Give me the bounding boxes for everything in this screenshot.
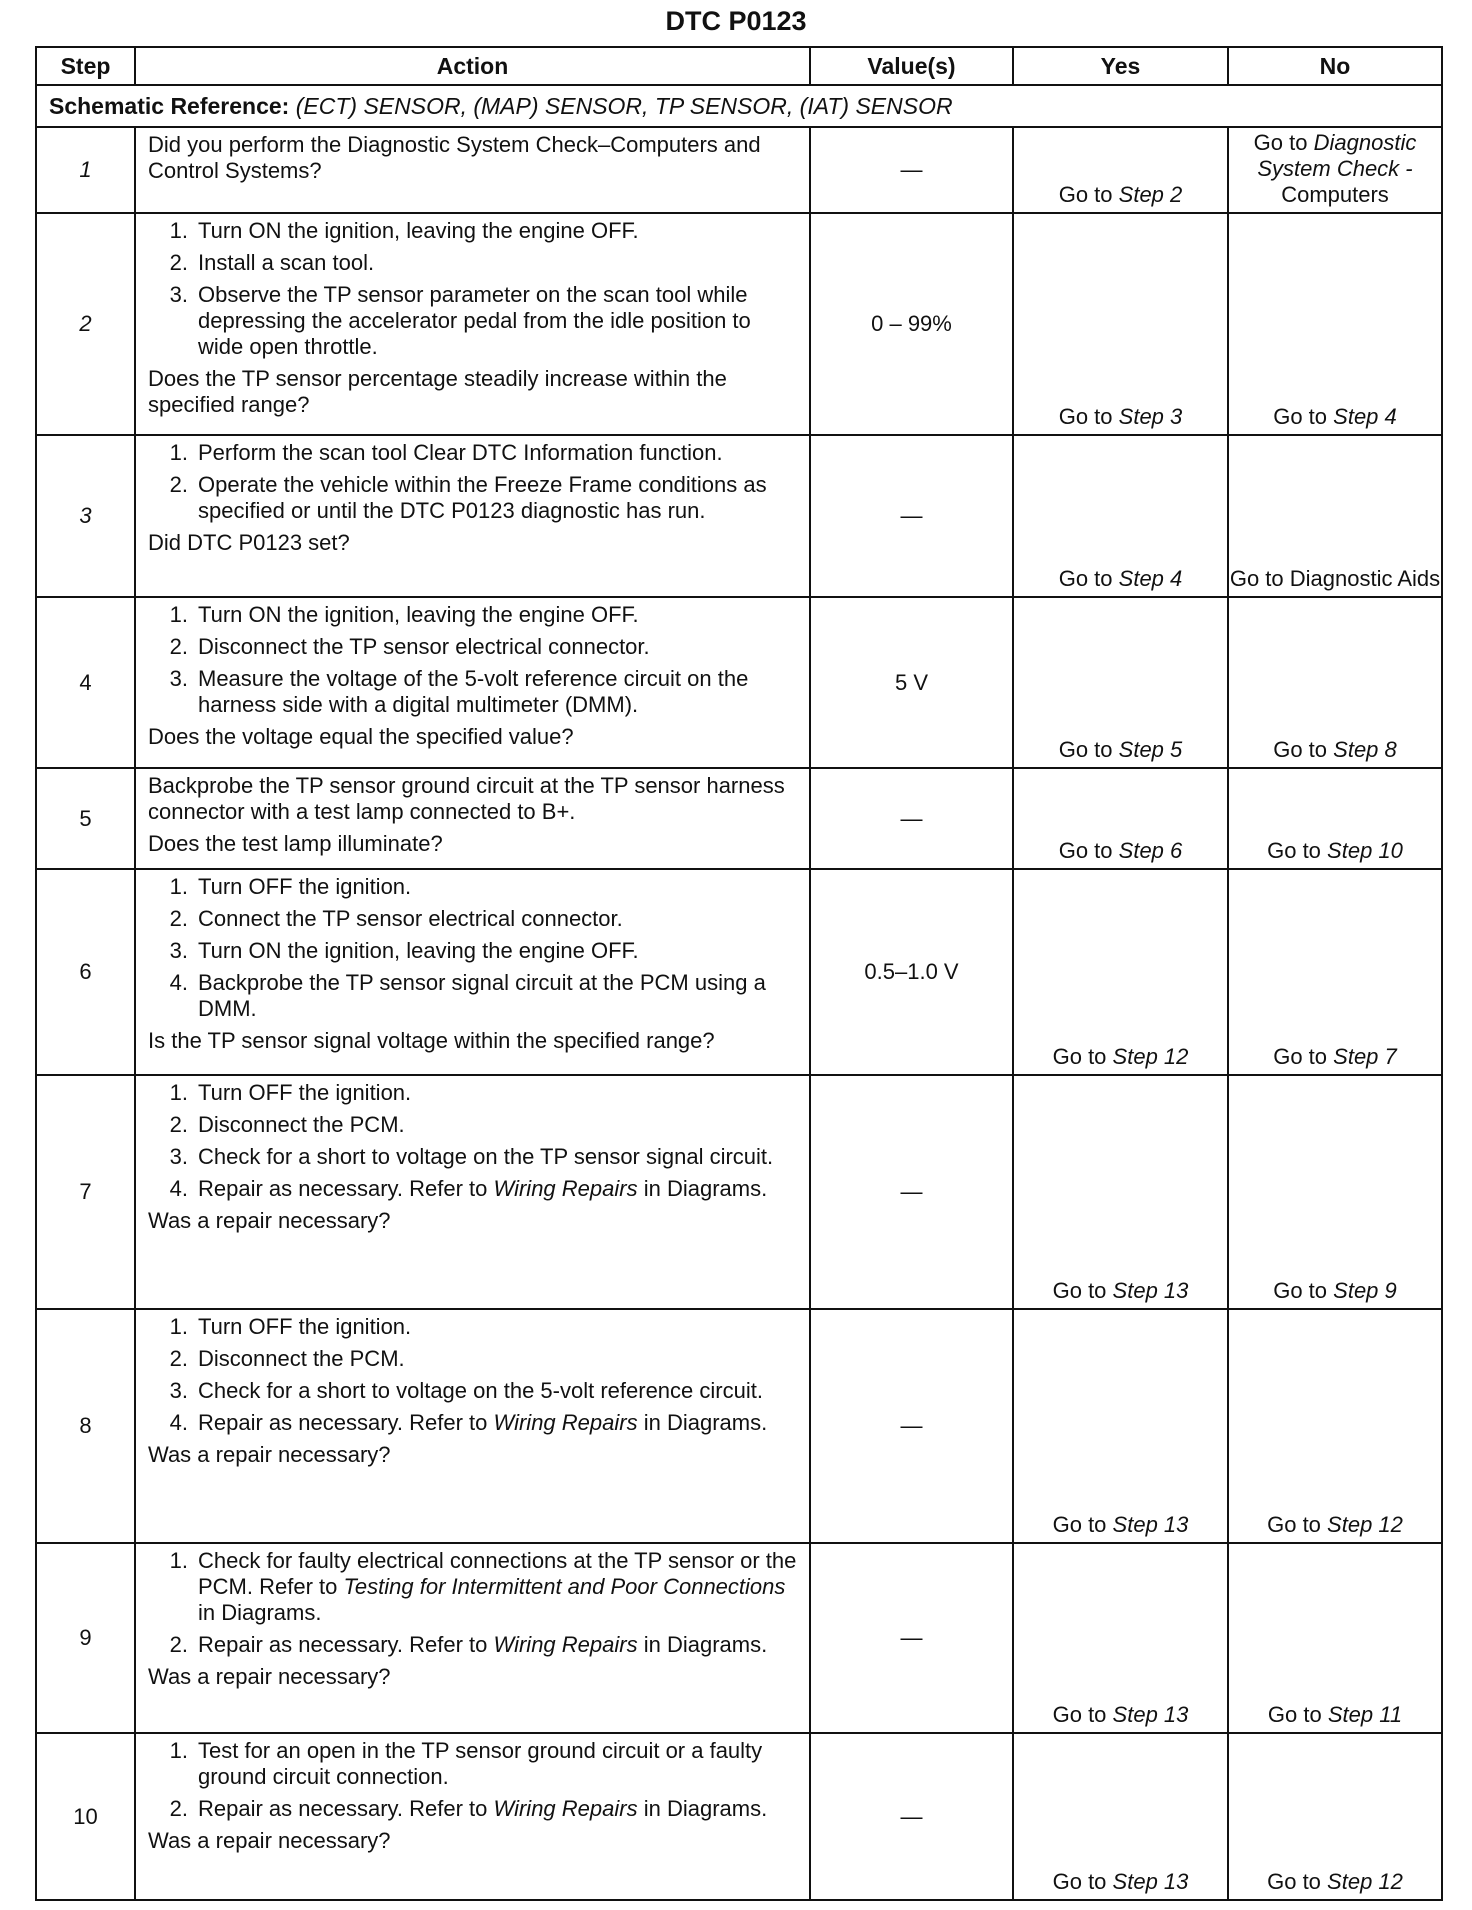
diagnostic-table: [35, 46, 1443, 1901]
action-list: [148, 1738, 797, 1822]
table-row: [36, 597, 1442, 768]
yes-target: Step 13: [1112, 1702, 1189, 1727]
list-item-number: 3.: [169, 938, 188, 963]
page-title: DTC P0123: [665, 6, 807, 36]
yes-target: Step 13: [1112, 1278, 1189, 1303]
action-list-item: [148, 1176, 797, 1202]
list-item-text: Install a scan tool.: [198, 250, 375, 275]
no-prefix: Go to: [1273, 1278, 1328, 1303]
list-item-number: 1.: [169, 602, 188, 627]
yes-prefix: Go to: [1058, 182, 1113, 207]
list-item-text: Turn ON the ignition, leaving the engine OFF.: [198, 938, 639, 963]
list-item-number: 3.: [169, 282, 188, 307]
action-question: Is the TP sensor signal voltage within the specified range?: [148, 1028, 715, 1053]
action-list-item: [148, 906, 797, 932]
list-item-text-post: in Diagrams.: [643, 1176, 768, 1201]
list-item-number: 2.: [169, 1632, 188, 1657]
value-cell: 0.5–1.0 V: [810, 869, 1013, 1075]
list-item-number: 2.: [169, 634, 188, 659]
no-target: Step 11: [1327, 1702, 1403, 1727]
list-item-number: 1.: [169, 1080, 188, 1105]
list-item-number: 1.: [169, 1314, 188, 1339]
step-number: 5: [36, 768, 135, 869]
action-list: [148, 218, 797, 360]
no-cell: [1228, 597, 1442, 768]
yes-target: Step 5: [1118, 737, 1183, 762]
list-item-text-pre: Check for faulty electrical connections at the TP sensor or the PCM. Refer to: [198, 1548, 797, 1599]
action-list: [148, 440, 797, 524]
yes-link[interactable]: [1053, 1869, 1189, 1894]
action-list-item: [148, 666, 797, 718]
list-item-text: Disconnect the PCM.: [198, 1112, 405, 1137]
yes-cell: [1013, 435, 1228, 597]
yes-link[interactable]: [1053, 1702, 1189, 1727]
action-list-item: [148, 1410, 797, 1436]
yes-prefix: Go to: [1052, 1512, 1107, 1537]
no-prefix: Go to: [1253, 130, 1308, 155]
action-intro: Backprobe the TP sensor ground circuit at the TP sensor harness connector with a test lamp connected to B+.: [148, 773, 785, 824]
table-row: [36, 127, 1442, 213]
action-cell: [135, 213, 810, 435]
list-item-number: 4.: [169, 970, 188, 995]
no-prefix: Go to: [1267, 1869, 1321, 1894]
no-prefix: Go to: [1267, 1512, 1321, 1537]
no-link[interactable]: [1273, 1278, 1397, 1303]
action-list-item: [148, 440, 797, 466]
yes-cell: [1013, 213, 1228, 435]
yes-prefix: Go to: [1058, 838, 1113, 863]
header-step: Step: [36, 47, 135, 85]
action-list-item: [148, 874, 797, 900]
no-cell: [1228, 1733, 1442, 1900]
action-list-item: [148, 250, 797, 276]
list-item-text: Measure the voltage of the 5-volt reference circuit on the harness side with a digital multimeter (DMM).: [198, 666, 749, 717]
no-cell: [1228, 435, 1442, 597]
list-item-text-pre: Repair as necessary. Refer to: [198, 1796, 488, 1821]
list-item-text: Observe the TP sensor parameter on the scan tool while depressing the accelerator pedal from the idle position to wide open throttle.: [198, 282, 751, 359]
no-link[interactable]: [1268, 1702, 1402, 1727]
no-cell: [1228, 213, 1442, 435]
action-list: [148, 602, 797, 718]
list-item-text: Backprobe the TP sensor signal circuit at the PCM using a DMM.: [198, 970, 766, 1021]
yes-prefix: Go to: [1052, 1869, 1107, 1894]
table-row: [36, 1543, 1442, 1733]
action-list: [148, 1314, 797, 1436]
no-prefix: Go to: [1273, 737, 1328, 762]
no-prefix: Go to: [1273, 404, 1328, 429]
action-cell: [135, 768, 810, 869]
yes-target: Step 13: [1112, 1869, 1189, 1894]
list-item-text: Perform the scan tool Clear DTC Information function.: [198, 440, 723, 465]
no-link[interactable]: [1267, 1869, 1403, 1894]
no-target: Step 10: [1327, 838, 1403, 863]
reference-link: Wiring Repairs: [493, 1410, 638, 1435]
yes-cell: [1013, 768, 1228, 869]
action-list-item: [148, 634, 797, 660]
no-target: Step 12: [1327, 1869, 1403, 1894]
action-list: [148, 1548, 797, 1658]
list-item-text-post: in Diagrams.: [643, 1796, 768, 1821]
table-row: [36, 213, 1442, 435]
no-prefix: Go to: [1273, 1044, 1328, 1069]
list-item-text: Turn OFF the ignition.: [198, 1080, 412, 1105]
reference-link: Wiring Repairs: [493, 1632, 638, 1657]
action-cell: [135, 1075, 810, 1309]
table-row: [36, 435, 1442, 597]
list-item-number: 2.: [169, 250, 188, 275]
yes-link[interactable]: [1053, 1044, 1189, 1069]
no-target: Step 9: [1333, 1278, 1397, 1303]
step-number: 1: [36, 127, 135, 213]
action-list-item: [148, 970, 797, 1022]
list-item-text: [198, 1548, 797, 1626]
action-list-item: [148, 1112, 797, 1138]
list-item-text: Check for a short to voltage on the 5-volt reference circuit.: [198, 1378, 763, 1403]
list-item-number: 1.: [169, 874, 188, 899]
yes-link[interactable]: [1059, 838, 1183, 863]
yes-link[interactable]: [1053, 1278, 1189, 1303]
action-question: Did DTC P0123 set?: [148, 530, 350, 555]
yes-target: Step 4: [1118, 566, 1183, 591]
reference-link: Wiring Repairs: [493, 1796, 638, 1821]
value-cell: —: [810, 1075, 1013, 1309]
action-question: Does the TP sensor percentage steadily increase within the specified range?: [148, 366, 727, 417]
yes-target: Step 6: [1118, 838, 1183, 863]
list-item-text: Turn ON the ignition, leaving the engine OFF.: [198, 218, 639, 243]
no-link[interactable]: [1273, 1044, 1397, 1069]
no-cell: [1228, 768, 1442, 869]
table-row: [36, 1733, 1442, 1900]
value-cell: —: [810, 1733, 1013, 1900]
step-number: 3: [36, 435, 135, 597]
list-item-number: 1.: [169, 1548, 188, 1573]
action-intro: Did you perform the Diagnostic System Check–Computers and Control Systems?: [148, 132, 761, 183]
yes-target: Step 2: [1118, 182, 1183, 207]
action-list-item: [148, 1796, 797, 1822]
list-item-number: 1.: [169, 440, 188, 465]
list-item-text: Turn ON the ignition, leaving the engine OFF.: [198, 602, 639, 627]
list-item-number: 4.: [169, 1176, 188, 1201]
no-link[interactable]: [1267, 1512, 1403, 1537]
list-item-text: [198, 1410, 797, 1436]
step-number: 4: [36, 597, 135, 768]
value-cell: —: [810, 1309, 1013, 1543]
yes-cell: [1013, 869, 1228, 1075]
action-list: [148, 874, 797, 1022]
schematic-label: Schematic Reference:: [49, 93, 290, 119]
list-item-text-pre: Repair as necessary. Refer to: [198, 1176, 488, 1201]
yes-link[interactable]: [1059, 566, 1183, 591]
action-cell: [135, 1543, 810, 1733]
list-item-number: 2.: [169, 906, 188, 931]
yes-cell: [1013, 1543, 1228, 1733]
list-item-number: 2.: [169, 1112, 188, 1137]
table-row: [36, 1075, 1442, 1309]
action-cell: [135, 127, 810, 213]
yes-prefix: Go to: [1058, 566, 1113, 591]
yes-link[interactable]: [1059, 182, 1183, 207]
list-item-text-post: in Diagrams.: [643, 1632, 768, 1657]
action-list-item: [148, 1632, 797, 1658]
yes-prefix: Go to: [1052, 1702, 1107, 1727]
yes-link[interactable]: [1059, 404, 1183, 429]
list-item-number: 3.: [169, 1144, 188, 1169]
action-list-item: [148, 1080, 797, 1106]
action-question: Was a repair necessary?: [148, 1828, 391, 1853]
action-list-item: [148, 1738, 797, 1790]
no-target: Step 7: [1333, 1044, 1397, 1069]
no-cell: [1228, 1075, 1442, 1309]
schematic-text: (ECT) SENSOR, (MAP) SENSOR, TP SENSOR, (IAT) SENSOR: [295, 93, 953, 119]
list-item-number: 1.: [169, 218, 188, 243]
list-item-text: [198, 1632, 797, 1658]
step-number: 6: [36, 869, 135, 1075]
yes-cell: [1013, 1075, 1228, 1309]
header-no: No: [1228, 47, 1442, 85]
list-item-text: Check for a short to voltage on the TP sensor signal circuit.: [198, 1144, 774, 1169]
action-list-item: [148, 218, 797, 244]
yes-cell: [1013, 597, 1228, 768]
action-question: Was a repair necessary?: [148, 1208, 391, 1233]
no-link[interactable]: [1273, 404, 1397, 429]
list-item-number: 3.: [169, 666, 188, 691]
list-item-text-pre: Repair as necessary. Refer to: [198, 1410, 488, 1435]
no-target: Diagnostic System Check -: [1257, 130, 1417, 181]
table-row: [36, 768, 1442, 869]
value-cell: —: [810, 435, 1013, 597]
no-prefix: Go to: [1267, 838, 1321, 863]
value-cell: —: [810, 1543, 1013, 1733]
action-cell: [135, 435, 810, 597]
list-item-number: 2.: [169, 472, 188, 497]
list-item-text: Connect the TP sensor electrical connector.: [198, 906, 623, 931]
action-list-item: [148, 1378, 797, 1404]
action-question: Does the test lamp illuminate?: [148, 831, 443, 856]
yes-link[interactable]: [1053, 1512, 1189, 1537]
action-list-item: [148, 602, 797, 628]
yes-link[interactable]: [1059, 737, 1183, 762]
header-action: Action: [135, 47, 810, 85]
list-item-number: 3.: [169, 1378, 188, 1403]
action-cell: [135, 1733, 810, 1900]
no-cell: [1228, 869, 1442, 1075]
list-item-text: Operate the vehicle within the Freeze Frame conditions as specified or until the DTC P0123 diagnostic has run.: [198, 472, 767, 523]
yes-prefix: Go to: [1058, 404, 1113, 429]
list-item-number: 1.: [169, 1738, 188, 1763]
no-cell: [1228, 1543, 1442, 1733]
step-number: 2: [36, 213, 135, 435]
step-number: 8: [36, 1309, 135, 1543]
no-suffix: Computers: [1281, 182, 1389, 207]
yes-target: Step 12: [1112, 1044, 1189, 1069]
yes-cell: [1013, 127, 1228, 213]
yes-prefix: Go to: [1052, 1044, 1107, 1069]
list-item-text: Test for an open in the TP sensor ground circuit or a faulty ground circuit connection.: [198, 1738, 763, 1789]
no-target: Step 8: [1333, 737, 1397, 762]
list-item-text: Turn OFF the ignition.: [198, 1314, 412, 1339]
yes-prefix: Go to: [1058, 737, 1113, 762]
no-link[interactable]: [1254, 130, 1417, 207]
list-item-text-post: in Diagrams.: [643, 1410, 768, 1435]
list-item-text: Turn OFF the ignition.: [198, 874, 412, 899]
no-link[interactable]: [1273, 737, 1397, 762]
action-question: Does the voltage equal the specified value?: [148, 724, 574, 749]
list-item-text: Disconnect the PCM.: [198, 1346, 405, 1371]
no-text: Go to Diagnostic Aids: [1229, 566, 1441, 591]
yes-cell: [1013, 1733, 1228, 1900]
action-list: [148, 1080, 797, 1202]
action-question: Was a repair necessary?: [148, 1442, 391, 1467]
reference-link: Testing for Intermittent and Poor Connections: [343, 1574, 786, 1599]
no-link[interactable]: [1267, 838, 1403, 863]
header-values: Value(s): [810, 47, 1013, 85]
header-yes: Yes: [1013, 47, 1228, 85]
reference-link: Wiring Repairs: [493, 1176, 638, 1201]
list-item-text: Disconnect the TP sensor electrical connector.: [198, 634, 650, 659]
list-item-text-pre: Repair as necessary. Refer to: [198, 1632, 488, 1657]
action-list-item: [148, 938, 797, 964]
value-cell: 0 – 99%: [810, 213, 1013, 435]
action-list-item: [148, 1314, 797, 1340]
no-prefix: Go to: [1267, 1702, 1322, 1727]
step-number: 10: [36, 1733, 135, 1900]
yes-target: Step 13: [1112, 1512, 1189, 1537]
list-item-number: 2.: [169, 1346, 188, 1371]
step-number: 7: [36, 1075, 135, 1309]
list-item-text: [198, 1176, 797, 1202]
value-cell: 5 V: [810, 597, 1013, 768]
value-cell: —: [810, 768, 1013, 869]
header-row: [36, 47, 1442, 85]
schematic-reference-row: [36, 85, 1442, 127]
list-item-number: 4.: [169, 1410, 188, 1435]
action-cell: [135, 869, 810, 1075]
yes-target: Step 3: [1118, 404, 1183, 429]
list-item-text: [198, 1796, 797, 1822]
no-cell: [1228, 1309, 1442, 1543]
table-row: [36, 869, 1442, 1075]
yes-cell: [1013, 1309, 1228, 1543]
action-cell: [135, 1309, 810, 1543]
schematic-reference: [36, 85, 1442, 127]
step-number: 9: [36, 1543, 135, 1733]
value-cell: —: [810, 127, 1013, 213]
list-item-number: 2.: [169, 1796, 188, 1821]
action-cell: [135, 597, 810, 768]
no-target: Step 12: [1327, 1512, 1403, 1537]
table-row: [36, 1309, 1442, 1543]
action-list-item: [148, 1548, 797, 1626]
action-list-item: [148, 1144, 797, 1170]
yes-prefix: Go to: [1052, 1278, 1107, 1303]
action-list-item: [148, 1346, 797, 1372]
action-list-item: [148, 472, 797, 524]
no-target: Step 4: [1333, 404, 1397, 429]
no-cell: [1228, 127, 1442, 213]
action-question: Was a repair necessary?: [148, 1664, 391, 1689]
list-item-text-post: in Diagrams.: [198, 1600, 322, 1625]
action-list-item: [148, 282, 797, 360]
